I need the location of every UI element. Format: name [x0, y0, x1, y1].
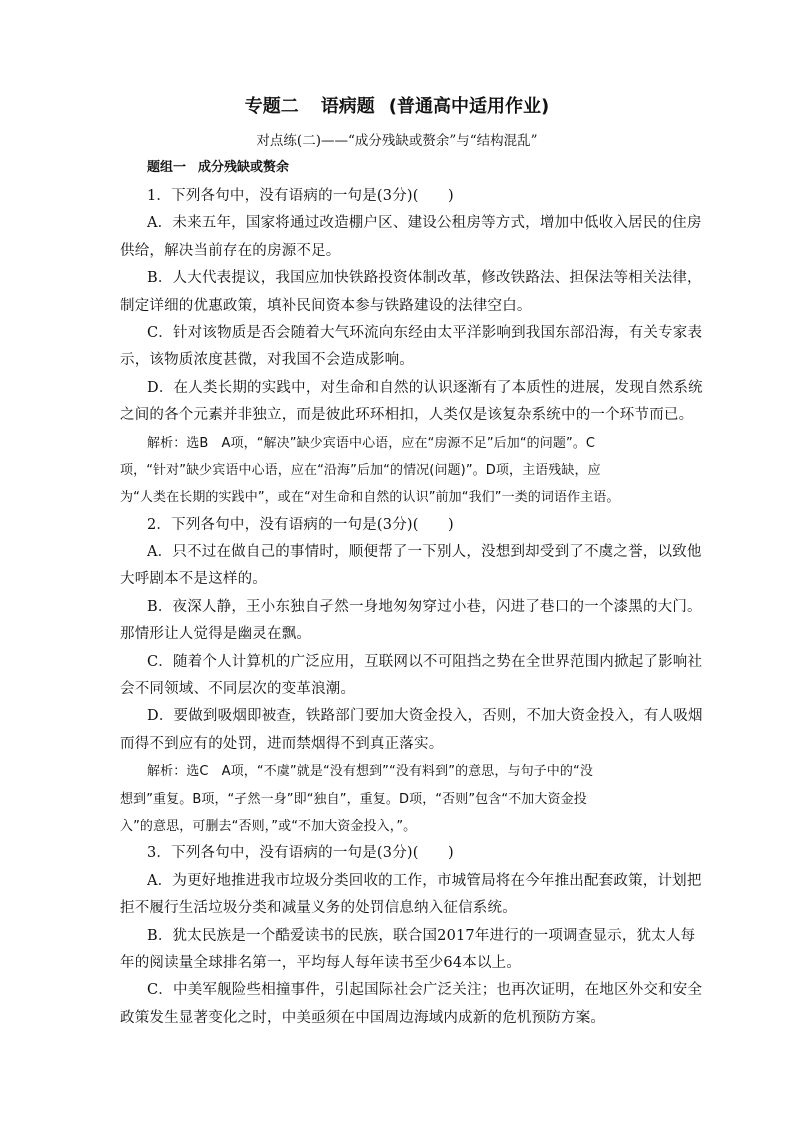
page-subtitle: 对点练(二)——“成分残缺或赘余”与“结构混乱” [256, 133, 538, 149]
title-scope: (普通高中适用作业) [388, 96, 550, 117]
option-line: 会不同领域、不同层次的变革浪潮。 [120, 681, 356, 698]
question-stem: 1．下列各句中，没有语病的一句是(3分)( ) [147, 188, 454, 204]
answer-explanation: 为“人类在长期的实践中”，或在“对生命和自然的认识”前加“我们”一类的词语作主语。 [120, 490, 620, 506]
option-line: 年的阅读量全球排名第一，平均每人每年读书至少64本以上。 [120, 954, 522, 971]
option-line: 那情形让人觉得是幽灵在飘。 [120, 626, 312, 643]
option-line: C．中美军舰险些相撞事件，引起国际社会广泛关注；也再次证明，在地区外交和安全 [147, 982, 703, 999]
option-line: C．随着个人计算机的广泛应用，互联网以不可阻挡之势在全世界范围内掀起了影响社 [147, 653, 703, 670]
option-line: 政策发生显著变化之时，中美亟须在中国周边海域内成新的危机预防方案。 [120, 1009, 606, 1026]
option-line: B．夜深人静，王小东独自孑然一身地匆匆穿过小巷，闪进了巷口的一个漆黑的大门。 [147, 598, 702, 615]
title-question-type: 语病题 [320, 96, 375, 117]
option-line: 大呼剧本不是这样的。 [120, 571, 267, 588]
group-heading [147, 158, 289, 178]
option-line: C．针对该物质是否会随着大气环流向东经由太平洋影响到我国东部沿海，有关专家表 [147, 324, 703, 341]
question-body [120, 183, 703, 1032]
answer-explanation: 项，“针对”缺少宾语中心语，应在“沿海”后加“的情况(问题)”。D项，主语残缺，应 [120, 462, 601, 478]
option-line: 拒不履行生活垃圾分类和减量义务的处罚信息纳入征信系统。 [120, 900, 517, 917]
option-line: 而得不到应有的处罚，进而禁烟得不到真正落实。 [120, 735, 444, 752]
question-stem: 3．下列各句中，没有语病的一句是(3分)( ) [147, 845, 454, 862]
answer-explanation: 想到”重复。B项，“孑然一身”即“独自”，重复。D项，“否则”包含“不加大资金投 [120, 791, 587, 807]
option-line: A．未来五年，国家将通过改造棚户区、建设公租房等方式，增加中低收入居民的住房 [147, 215, 702, 232]
option-line: D．要做到吸烟即被查，铁路部门要加大资金投入，否则，不加大资金投入，有人吸烟 [147, 708, 703, 725]
option-line: 供给，解决当前存在的房源不足。 [120, 242, 341, 259]
option-line: A．为更好地推进我市垃圾分类回收的工作，市城管局将在今年推出配套政策，计划把 [147, 872, 702, 889]
option-line: B．人大代表提议，我国应加快铁路投资体制改革，修改铁路法、担保法等相关法律， [147, 270, 702, 287]
option-line: 制定详细的优惠政策，填补民间资本参与铁路建设的法律空白。 [120, 297, 532, 314]
question-stem: 2．下列各句中，没有语病的一句是(3分)( ) [147, 516, 454, 533]
page-title [0, 95, 794, 119]
answer-explanation: 解析：选B A项，“解决”缺少宾语中心语，应在“房源不足”后加“的问题”。C [147, 435, 596, 451]
option-line: 示，该物质浓度甚微，对我国不会造成影响。 [120, 352, 414, 369]
option-line: 之间的各个元素并非独立，而是彼此环环相扣，人类仅是该复杂系统中的一个环节而已。 [120, 407, 694, 424]
answer-explanation: 解析：选C A项，“不虞”就是“没有想到”“没有料到”的意思，与句子中的“没 [147, 764, 593, 780]
answer-explanation: 入”的意思，可删去“否则，”或“不加大资金投入，”。 [120, 818, 417, 834]
title-topic: 专题二 [244, 96, 299, 117]
option-line: A．只不过在做自己的事情时，顺便帮了一下别人，没想到却受到了不虞之誉，以致他 [147, 544, 702, 561]
group-label: 题组一 [147, 160, 187, 175]
option-line: B．犹太民族是一个酷爱读书的民族，联合国2017年进行的一项调查显示，犹太人每 [147, 927, 696, 944]
option-line: D．在人类长期的实践中，对生命和自然的认识逐渐有了本质性的进展，发现自然系统 [147, 379, 703, 396]
group-topic: 成分残缺或赘余 [198, 160, 290, 175]
